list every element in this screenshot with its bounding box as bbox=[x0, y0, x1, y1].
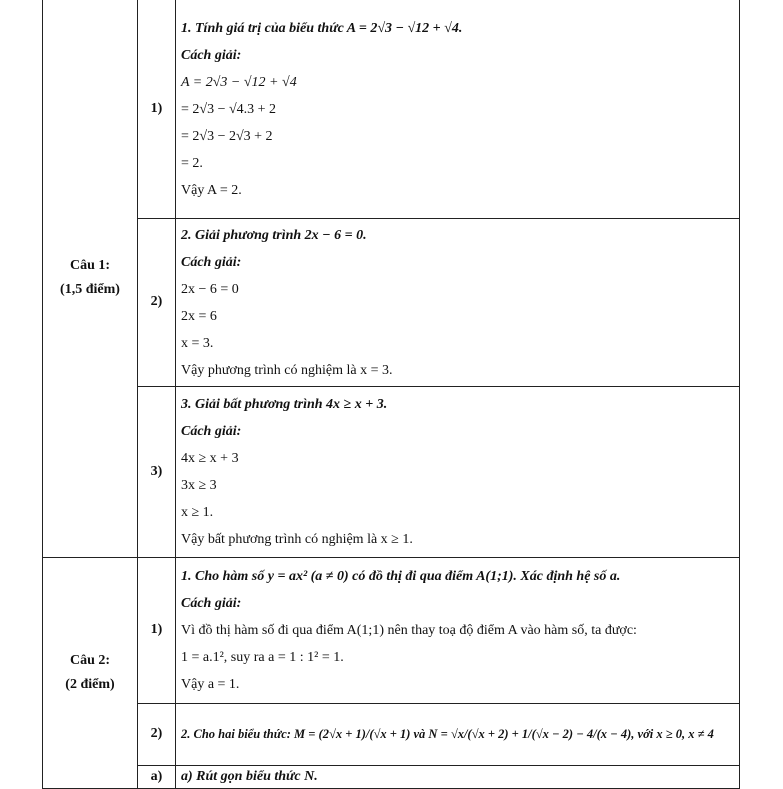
part-body bbox=[176, 218, 740, 386]
part-title: 2. Cho hai biểu thức: M = (2√x + 1)/(√x + 1) và N = √x/(√x + 2) + 1/(√x − 2) − 4/(x − 4), với x ≥ 0, x ≠ 4 bbox=[181, 727, 714, 741]
solution-line: Vậy a = 1. bbox=[181, 677, 240, 692]
solution-line: Vì đồ thị hàm số đi qua điểm A(1;1) nên thay toạ độ điểm A vào hàm số, ta được: bbox=[181, 623, 637, 638]
part-number: 3) bbox=[138, 386, 176, 557]
question-cell bbox=[43, 557, 138, 788]
solution-line: x = 3. bbox=[181, 335, 214, 351]
part-number: 2) bbox=[138, 703, 176, 765]
solution-line: = 2√3 − √4.3 + 2 bbox=[181, 101, 277, 117]
table-row bbox=[43, 386, 740, 557]
solution-line: = 2. bbox=[181, 155, 203, 171]
method-label: Cách giải: bbox=[181, 424, 242, 439]
part-title: 1. Tính giá trị của biểu thức A = 2√3 − √12 + √4. bbox=[181, 20, 463, 36]
solution-line: 2x = 6 bbox=[181, 308, 217, 324]
solution-line: 2x − 6 = 0 bbox=[181, 281, 239, 297]
method-label: Cách giải: bbox=[181, 596, 242, 611]
solution-line: A = 2√3 − √12 + √4 bbox=[181, 74, 297, 90]
solution-line: Vậy phương trình có nghiệm là x = 3. bbox=[181, 362, 393, 378]
part-title: a) Rút gọn biểu thức N. bbox=[181, 768, 318, 784]
part-number: a) bbox=[138, 765, 176, 788]
solution-line: x ≥ 1. bbox=[181, 505, 214, 520]
table-row bbox=[43, 218, 740, 386]
table-row bbox=[43, 557, 740, 703]
part-body bbox=[176, 386, 740, 557]
question-points: (1,5 điểm) bbox=[60, 282, 120, 298]
solution-line: 1 = a.1², suy ra a = 1 : 1² = 1. bbox=[181, 650, 344, 665]
solution-line: 3x ≥ 3 bbox=[181, 478, 217, 493]
part-number: 1) bbox=[138, 557, 176, 703]
part-title: 2. Giải phương trình 2x − 6 = 0. bbox=[181, 227, 367, 243]
part-title: 3. Giải bất phương trình 4x ≥ x + 3. bbox=[181, 397, 388, 412]
solution-line: Vậy A = 2. bbox=[181, 182, 242, 198]
method-label: Cách giải: bbox=[181, 254, 242, 270]
part-body bbox=[176, 557, 740, 703]
table-row bbox=[43, 703, 740, 765]
part-number: 1) bbox=[138, 0, 176, 218]
part-number: 2) bbox=[138, 218, 176, 386]
part-body bbox=[176, 0, 740, 218]
question-label: Câu 2: bbox=[69, 652, 111, 668]
solution-line: Vậy bất phương trình có nghiệm là x ≥ 1. bbox=[181, 532, 413, 547]
question-points: (2 điểm) bbox=[65, 676, 115, 692]
part-body bbox=[176, 765, 740, 788]
method-label: Cách giải: bbox=[181, 47, 242, 63]
question-cell bbox=[43, 0, 138, 557]
question-label: Câu 1: bbox=[69, 258, 111, 274]
solution-line: = 2√3 − 2√3 + 2 bbox=[181, 128, 273, 144]
solution-table bbox=[42, 0, 740, 789]
part-title: 1. Cho hàm số y = ax² (a ≠ 0) có đồ thị đi qua điểm A(1;1). Xác định hệ số a. bbox=[181, 569, 621, 584]
solution-line: 4x ≥ x + 3 bbox=[181, 451, 239, 466]
table-row bbox=[43, 0, 740, 218]
part-body bbox=[176, 703, 740, 765]
table-row bbox=[43, 765, 740, 788]
